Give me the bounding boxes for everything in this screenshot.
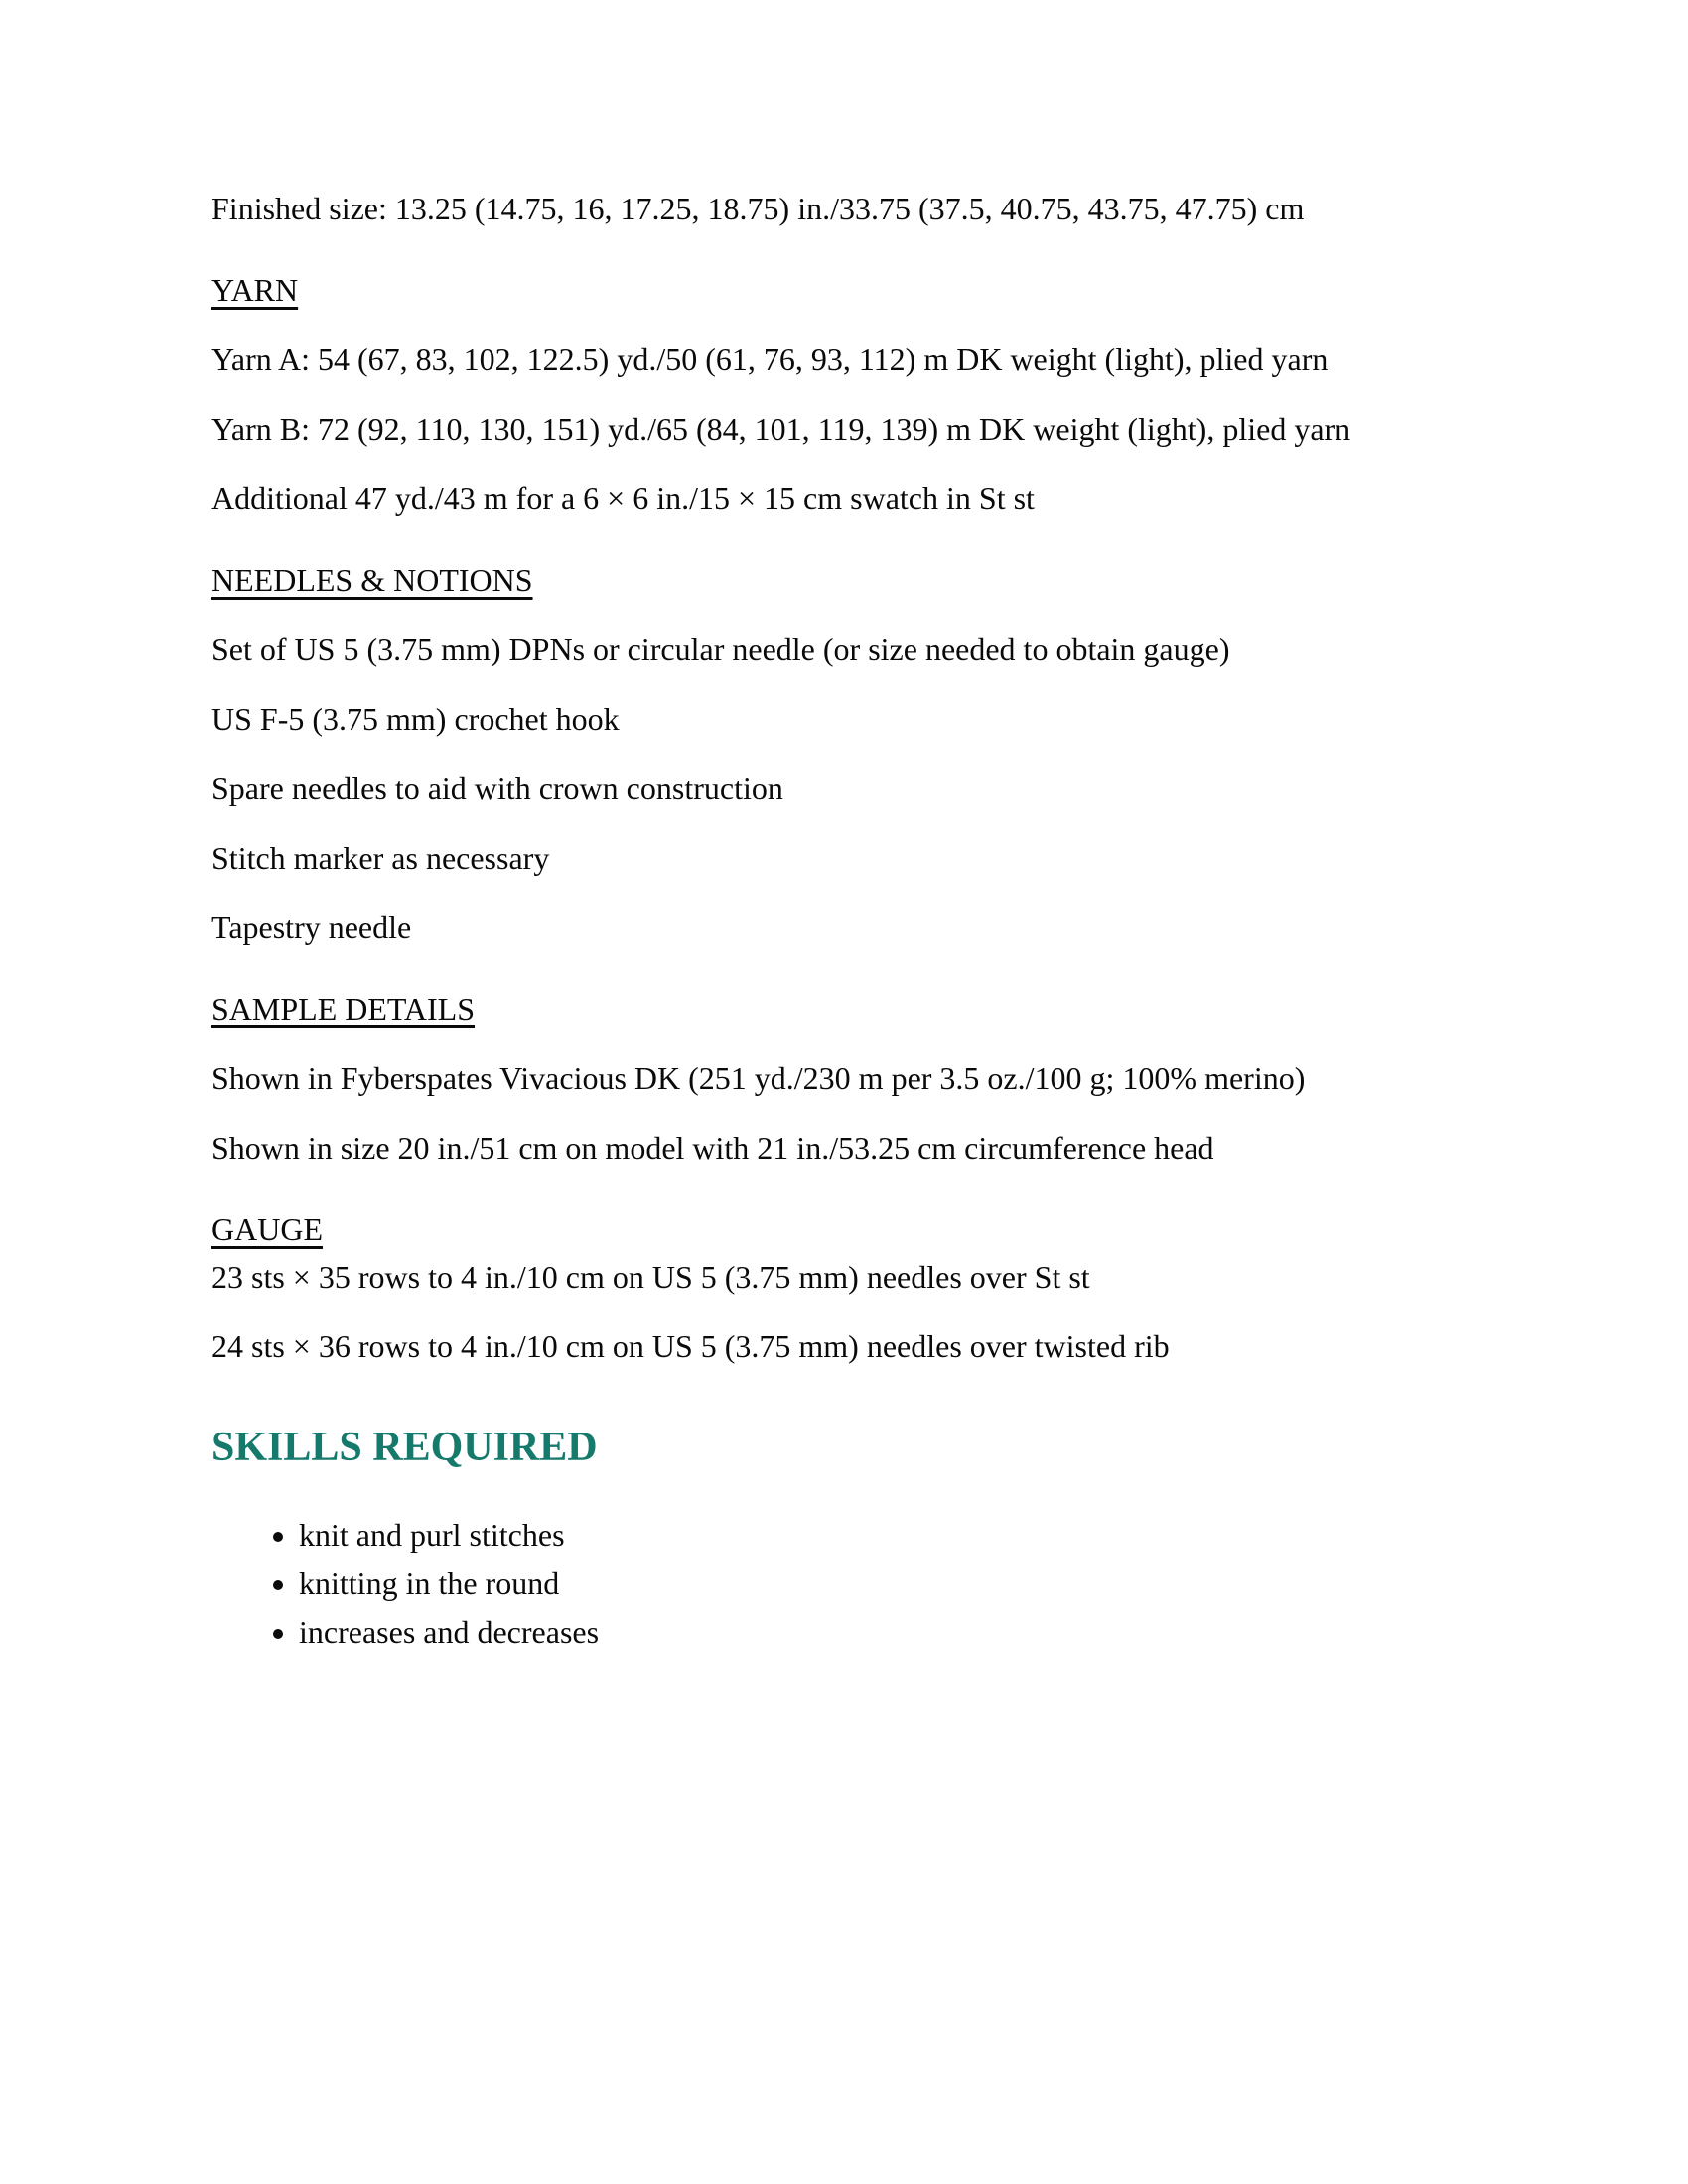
gauge-st-st-text: 23 sts × 35 rows to 4 in./10 cm on US 5 (3.75 mm) needles over St st (211, 1259, 1090, 1295)
skills-item-increases-decreases: • increases and decreases (299, 1608, 1473, 1657)
sample-size-text: Shown in size 20 in./51 cm on model with 21 in./53.25 cm circumference head (211, 1130, 1214, 1165)
gauge-heading: GAUGE (211, 1211, 323, 1247)
skills-required-heading: SKILLS REQUIRED (211, 1425, 598, 1470)
yarn-a-text: Yarn A: 54 (67, 83, 102, 122.5) yd./50 (61, 76, 93, 112) m DK weight (light), plied yarn (211, 341, 1329, 377)
skills-item-knit-purl: • knit and purl stitches (299, 1511, 1473, 1560)
stitch-marker-text: Stitch marker as necessary (211, 840, 550, 876)
page-content (211, 185, 1473, 1657)
yarn-heading: YARN (211, 272, 299, 308)
sample-yarn-text: Shown in Fyberspates Vivacious DK (251 yd./230 m per 3.5 oz./100 g; 100% merino) (211, 1060, 1306, 1096)
skills-list (211, 1511, 1473, 1657)
gauge-twisted-rib-text: 24 sts × 36 rows to 4 in./10 cm on US 5 (3.75 mm) needles over twisted rib (211, 1328, 1170, 1364)
yarn-b-text: Yarn B: 72 (92, 110, 130, 151) yd./65 (84, 101, 119, 139) m DK weight (light), plied yarn (211, 411, 1351, 447)
needles-dpns-text: Set of US 5 (3.75 mm) DPNs or circular needle (or size needed to obtain gauge) (211, 631, 1230, 667)
spare-needles-text: Spare needles to aid with crown construction (211, 770, 783, 806)
crochet-hook-text: US F-5 (3.75 mm) crochet hook (211, 701, 620, 737)
tapestry-needle-text: Tapestry needle (211, 909, 412, 945)
sample-details-heading: SAMPLE DETAILS (211, 991, 475, 1026)
finished-size-text: Finished size: 13.25 (14.75, 16, 17.25, 18.75) in./33.75 (37.5, 40.75, 43.75, 47.75) cm (211, 191, 1305, 226)
needles-notions-heading: NEEDLES & NOTIONS (211, 562, 533, 598)
additional-yarn-text: Additional 47 yd./43 m for a 6 × 6 in./15 × 15 cm swatch in St st (211, 480, 1035, 516)
skills-item-knitting-round: • knitting in the round (299, 1560, 1473, 1608)
